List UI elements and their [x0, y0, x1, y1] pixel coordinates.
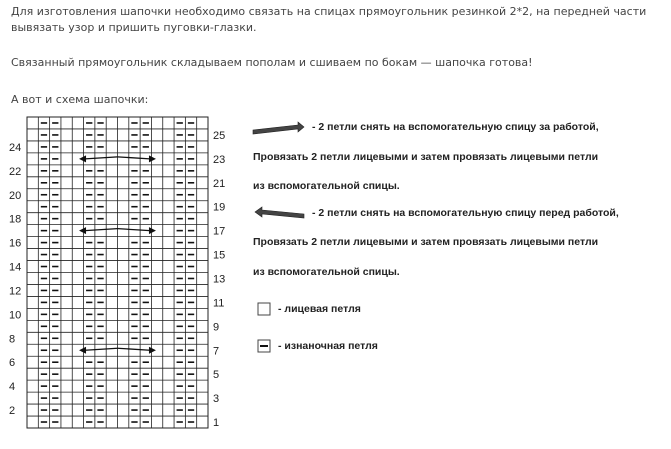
cable-arrowhead-left [79, 347, 86, 354]
legend-cable-back-line2: Провязать 2 петли лицевыми и затем провязать лицевыми петли [253, 151, 599, 163]
cable-arrow-line-right [118, 157, 150, 159]
row-label-left: 2 [9, 405, 16, 418]
row-label-left: 20 [9, 189, 22, 202]
row-label-left: 18 [9, 213, 22, 226]
row-label-right: 11 [213, 297, 225, 310]
cable-arrowhead-right [149, 155, 156, 162]
intro-paragraph-3: А вот и схема шапочки: [11, 93, 149, 106]
legend-cable-front-line3: из вспомогательной спицы. [253, 266, 400, 278]
row-label-right: 19 [213, 201, 226, 214]
row-label-right: 3 [213, 393, 220, 406]
chart-grid [27, 117, 208, 428]
row-label-right: 17 [213, 225, 226, 238]
purl-stitch-symbol-icon [258, 340, 270, 352]
intro-paragraph-2: Связанный прямоугольник складываем пополам и сшиваем по бокам — шапочка готова! [11, 56, 533, 69]
legend-purl-label: - изнаночная петля [278, 340, 378, 352]
cable-front-arrow-icon [255, 207, 304, 218]
row-label-left: 8 [9, 333, 16, 346]
row-label-right: 25 [213, 129, 226, 142]
row-label-right: 5 [213, 369, 220, 382]
cable-arrow-line-left [85, 157, 117, 159]
intro-paragraph-1: Для изготовления шапочки необходимо связать на спицах прямоугольник резинкой 2*2, на передней части вывязать узор и пришить пуговки-глазки. [11, 5, 647, 34]
cable-arrow-line-right [118, 229, 150, 231]
row-label-left: 6 [9, 357, 16, 370]
cable-arrowhead-left [79, 227, 86, 234]
row-label-left: 16 [9, 237, 22, 250]
row-label-right: 9 [213, 321, 220, 334]
row-label-left: 22 [9, 165, 22, 178]
row-label-left: 24 [9, 141, 22, 154]
row-label-right: 7 [213, 345, 220, 358]
cable-arrow-line-right [118, 348, 150, 350]
cable-arrowhead-right [149, 347, 156, 354]
legend-cable-back-line1: - 2 петли снять на вспомогательную спицу за работой, [312, 121, 599, 133]
cable-arrowhead-left [79, 155, 86, 162]
row-label-right: 21 [213, 177, 226, 190]
row-label-left: 10 [9, 309, 22, 322]
row-label-right: 1 [213, 417, 220, 430]
legend-cable-front-line2: Провязать 2 петли лицевыми и затем провязать лицевыми петли [253, 236, 599, 248]
row-label-right: 23 [213, 153, 226, 166]
row-label-left: 12 [9, 285, 22, 298]
cable-back-arrow-icon [253, 122, 304, 134]
row-label-left: 4 [9, 381, 16, 394]
row-label-left: 14 [9, 261, 22, 274]
legend-cable-back-line3: из вспомогательной спицы. [253, 180, 400, 192]
row-label-right: 15 [213, 249, 226, 262]
row-label-right: 13 [213, 273, 226, 286]
cable-arrowhead-right [149, 227, 156, 234]
legend-cable-front-line1: - 2 петли снять на вспомогательную спицу перед работой, [312, 207, 619, 219]
cable-arrow-line-left [85, 348, 117, 350]
cable-arrow-line-left [85, 229, 117, 231]
knit-stitch-symbol-icon [258, 303, 270, 315]
legend-knit-label: - лицевая петля [278, 303, 361, 315]
